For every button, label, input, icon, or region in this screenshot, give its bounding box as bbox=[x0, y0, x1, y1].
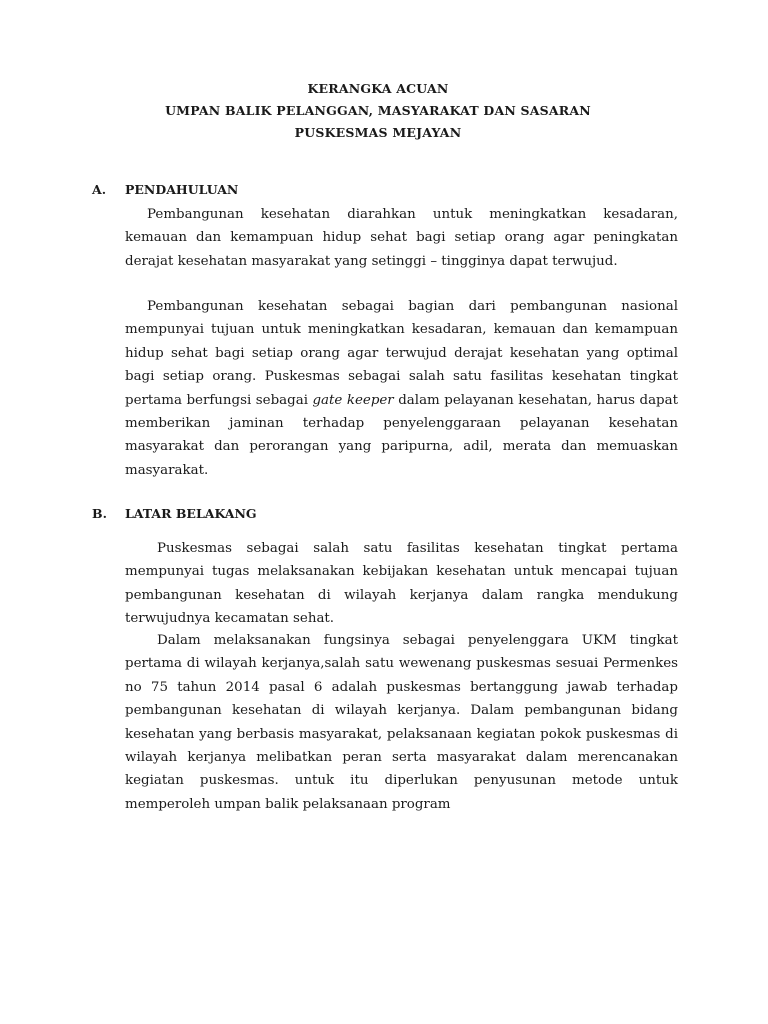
section-a-heading bbox=[92, 180, 238, 200]
section-b-paragraph-2-text: Dalam melaksanakan fungsinya sebagai penyelenggara UKM tingkat pertama di wilayah kerjanya,salah satu wewenang puskesmas sesuai Permenkes no 75 tahun 2014 pasal 6 adalah puskesmas bertanggung jawab terhadap pembangunan kesehatan di wilayah kerjanya. Dalam pembangunan bidang kesehatan yang berbasis masyarakat, pelaksanaan kegiatan pokok puskesmas di wilayah kerjanya melibatkan peran serta masyarakat dalam merencanakan kegiatan puskesmas. untuk itu diperlukan penyusunan metode untuk memperoleh umpan balik pelaksanaan program bbox=[125, 633, 678, 812]
section-b-paragraph-1 bbox=[125, 537, 678, 631]
gate-keeper-term: gate keeper bbox=[312, 392, 394, 408]
section-b-letter: B. bbox=[92, 506, 107, 521]
section-a-letter: A. bbox=[92, 182, 107, 197]
section-a-paragraph-1-text: Pembangunan kesehatan diarahkan untuk meningkatkan kesadaran, kemauan dan kemampuan hidup sehat bagi setiap orang agar peningkatan derajat kesehatan masyarakat yang setinggi – tingginya dapat terwujud. bbox=[125, 207, 678, 269]
section-a-paragraph-1 bbox=[125, 203, 678, 273]
section-b-paragraph-1-text: Puskesmas sebagai salah satu fasilitas kesehatan tingkat pertama mempunyai tugas melaksanakan kebijakan kesehatan untuk mencapai tujuan pembangunan kesehatan di wilayah kerjanya dalam rangka mendukung terwujudnya kecamatan sehat. bbox=[125, 541, 678, 627]
section-a-title: PENDAHULUAN bbox=[125, 182, 239, 197]
section-b-paragraph-2 bbox=[125, 629, 678, 816]
section-a-paragraph-2-text-before: Pembangunan kesehatan sebagai bagian dari pembangunan nasional mempunyai tujuan untuk meningkatkan kesadaran, kemauan dan kemampuan hidup sehat bagi setiap orang agar terwujud derajat kesehatan yang optimal bagi setiap orang. Puskesmas sebagai salah satu fasilitas kesehatan tingkat pertama berfungsi sebagai bbox=[125, 299, 678, 408]
section-a-paragraph-2-text-after: dalam pelayanan kesehatan, harus dapat memberikan jaminan terhadap penyelenggaraan pelayanan kesehatan masyarakat dan perorangan yang paripurna, adil, merata dan memuaskan masyarakat. bbox=[125, 392, 678, 478]
title-line-1: KERANGKA ACUAN bbox=[307, 81, 449, 96]
section-a-paragraph-2 bbox=[125, 295, 678, 482]
title-line-2: UMPAN BALIK PELANGGAN, MASYARAKAT DAN SASARAN bbox=[165, 103, 591, 118]
title-line-3: PUSKESMAS MEJAYAN bbox=[294, 125, 462, 140]
document-title bbox=[0, 78, 768, 144]
section-b-heading bbox=[92, 504, 257, 524]
section-b-title: LATAR BELAKANG bbox=[125, 506, 257, 521]
